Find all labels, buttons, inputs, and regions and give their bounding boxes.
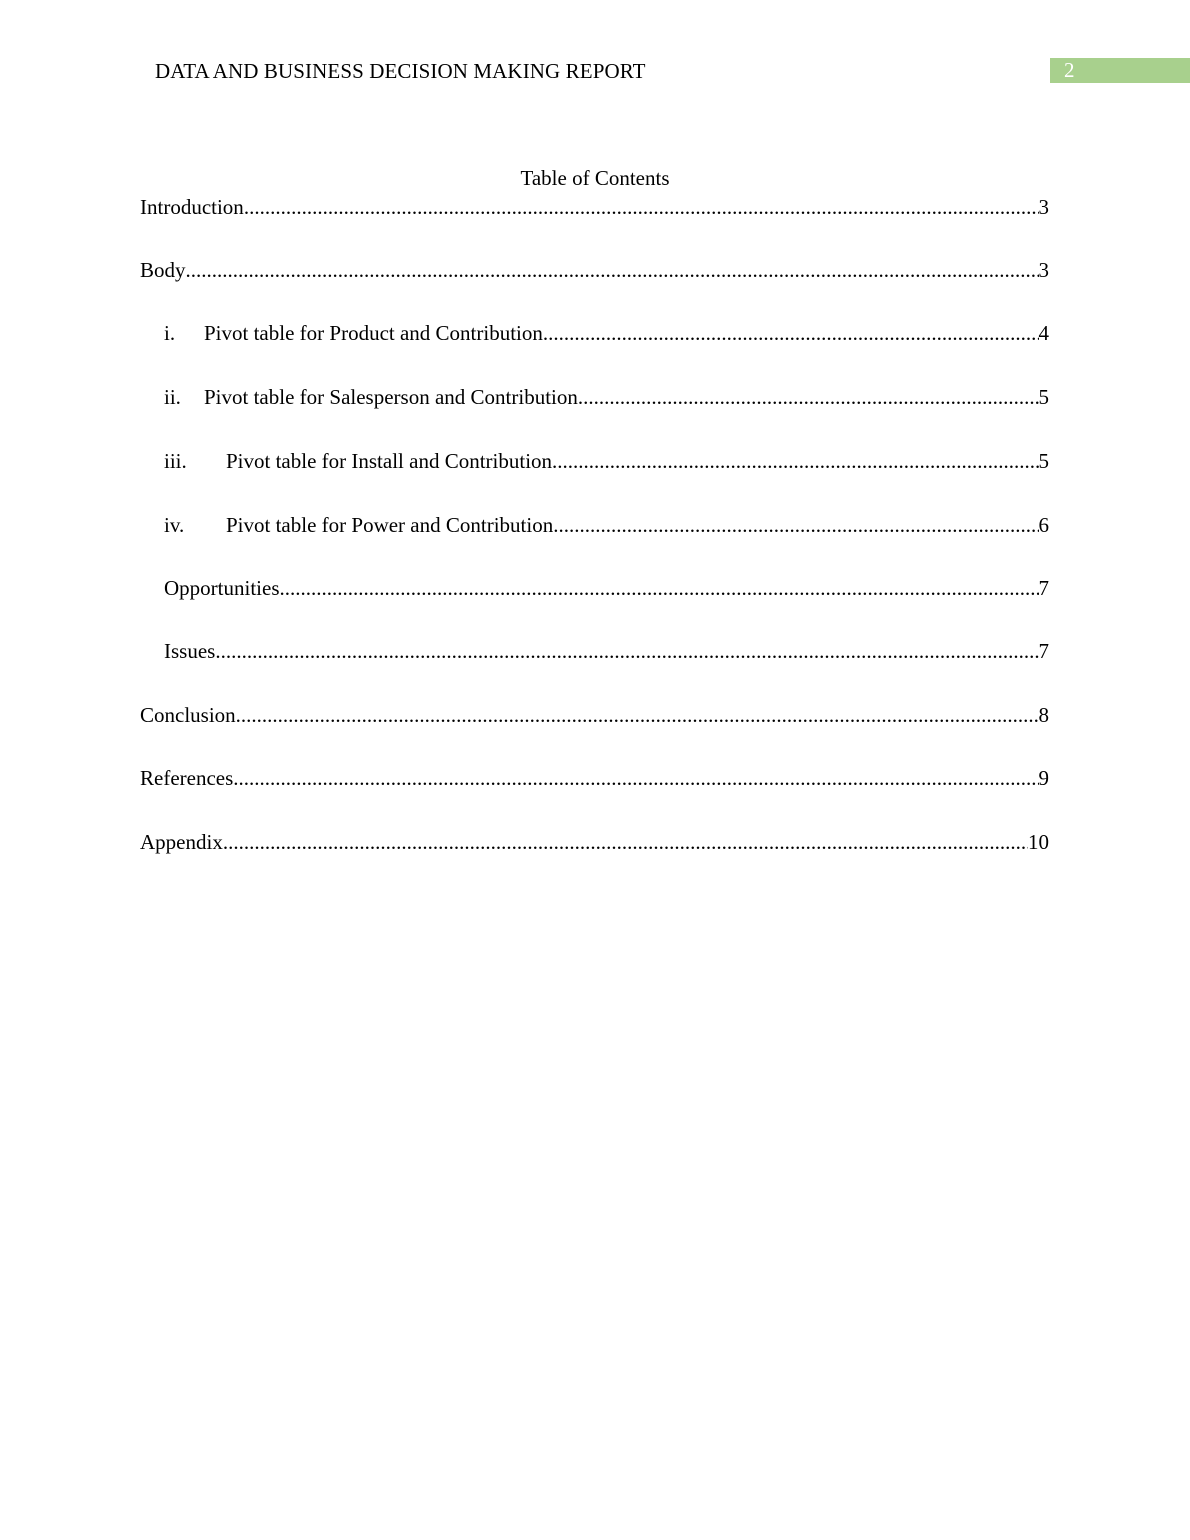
toc-dot-leader: [543, 319, 1039, 347]
toc-dot-leader: [223, 828, 1028, 856]
toc-entry-number: i.: [164, 321, 176, 345]
toc-entry-page: 10: [1028, 830, 1049, 854]
header-title: DATA AND BUSINESS DECISION MAKING REPORT: [155, 59, 646, 83]
toc-entry-label: Body: [140, 258, 186, 282]
toc-dot-leader: [552, 447, 1038, 475]
toc-entry-introduction[interactable]: [140, 193, 1049, 221]
toc-entry-label: Pivot table for Power and Contribution: [226, 513, 554, 537]
toc-dot-leader: [280, 574, 1039, 602]
toc-entry-label: Appendix: [140, 830, 223, 854]
toc-entry-page: 6: [1038, 513, 1049, 537]
toc-entry-install-contribution[interactable]: [164, 447, 1049, 475]
toc-entry-conclusion[interactable]: [140, 701, 1049, 729]
toc-entry-label: References: [140, 766, 234, 790]
toc-entry-power-contribution[interactable]: [164, 511, 1049, 539]
toc-entry-appendix[interactable]: [140, 828, 1049, 856]
toc-entry-product-contribution[interactable]: [164, 319, 1049, 347]
toc-entry-label: Opportunities: [164, 576, 280, 600]
toc-entry-page: 8: [1038, 703, 1049, 727]
toc-entry-number: iii.: [164, 449, 187, 473]
toc-entry-label: Pivot table for Install and Contribution: [226, 449, 553, 473]
toc-entry-label: Pivot table for Product and Contribution: [204, 321, 543, 345]
toc-entry-references[interactable]: [140, 764, 1049, 792]
toc-heading: Table of Contents: [520, 166, 670, 190]
toc-entry-opportunities[interactable]: [164, 574, 1049, 602]
toc-dot-leader: [233, 764, 1038, 792]
toc-dot-leader: [553, 511, 1038, 539]
toc-dot-leader: [215, 637, 1038, 665]
toc-dot-leader: [236, 701, 1039, 729]
toc-entry-salesperson-contribution[interactable]: [164, 383, 1049, 411]
toc-entry-page: 5: [1038, 385, 1049, 409]
toc-entry-page: 3: [1038, 195, 1049, 219]
toc-entry-issues[interactable]: [164, 637, 1049, 665]
toc-entry-label: Introduction: [140, 195, 244, 219]
toc-entry-label: Conclusion: [140, 703, 236, 727]
toc-entry-label: Issues: [164, 639, 216, 663]
toc-entry-page: 5: [1038, 449, 1049, 473]
toc-entry-page: 9: [1038, 766, 1049, 790]
toc-entry-page: 3: [1038, 258, 1049, 282]
toc-entry-number: ii.: [164, 385, 181, 409]
toc-entry-number: iv.: [164, 513, 185, 537]
toc-entry-page: 4: [1038, 321, 1049, 345]
toc-dot-leader: [244, 193, 1039, 221]
toc-entry-body[interactable]: [140, 256, 1049, 284]
page-number: 2: [1064, 58, 1075, 82]
toc-dot-leader: [578, 383, 1039, 411]
toc-entry-label: Pivot table for Salesperson and Contribution: [204, 385, 578, 409]
page-number-badge: [1050, 58, 1190, 83]
toc-entry-page: 7: [1038, 639, 1049, 663]
toc-entry-page: 7: [1038, 576, 1049, 600]
toc-dot-leader: [186, 256, 1039, 284]
